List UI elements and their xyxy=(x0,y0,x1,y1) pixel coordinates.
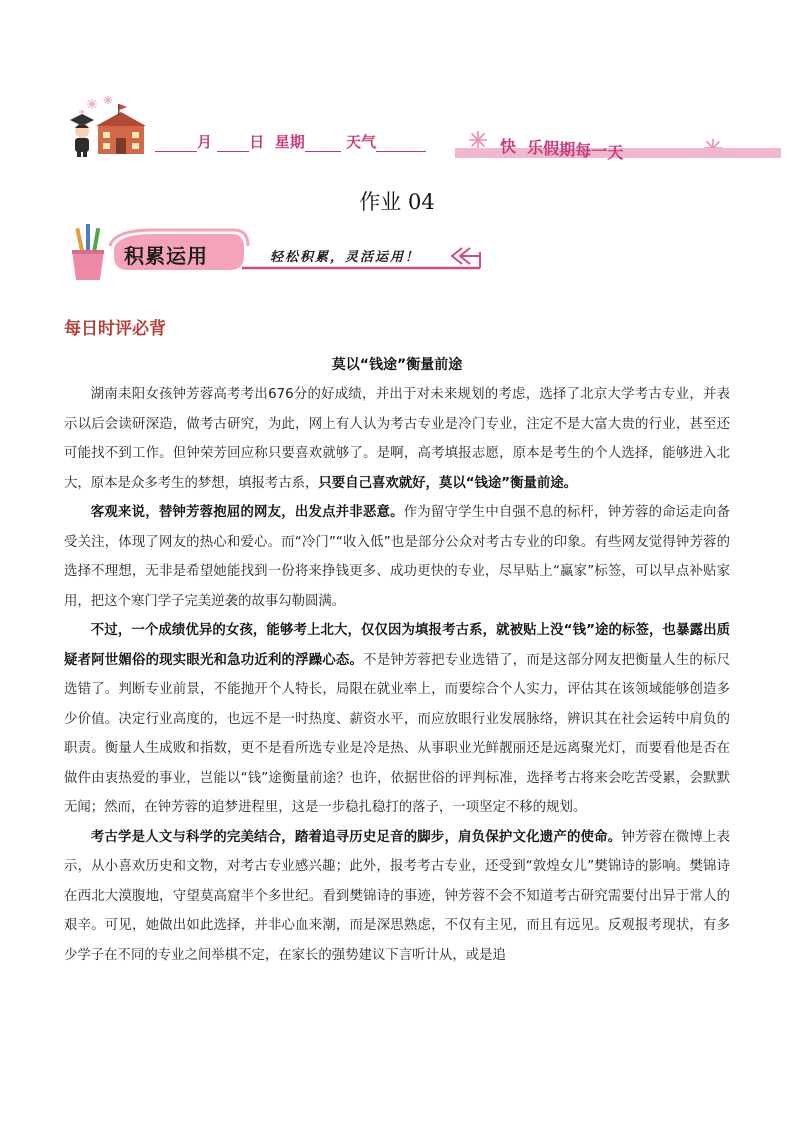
weather-label: 天气 xyxy=(345,133,376,151)
school-building-icon xyxy=(96,104,146,154)
page-title: 作业 04 xyxy=(359,190,435,214)
date-weather-line xyxy=(155,131,426,152)
paragraph-text: 作为留守学生中自强不息的标杆，钟芳蓉的命运走向备受关注，体现了网友的热心和爱心。而“冷门”“收入低”也是部分公众对考古专业的印象。有些网友觉得钟芳蓉的选择不理想，无非是希望她能找到一份将来挣钱更多、成功更快的专业，尽早贴上“赢家”标签，可以早点补贴家用，把这个寒门学子完美逆袭的故事勾勒圆满。 xyxy=(64,505,730,609)
article-paragraph xyxy=(64,616,730,823)
article-paragraph xyxy=(64,823,730,971)
banner-tagline: 轻松积累，灵活运用！ xyxy=(270,250,421,265)
arrow-left-icon xyxy=(452,248,480,264)
article-title: 莫以“钱途”衡量前途 xyxy=(331,357,463,373)
month-blank xyxy=(155,137,197,152)
weekday-blank xyxy=(305,137,341,152)
emphasis-text: 客观来说，替钟芳蓉抱屈的网友，出发点并非恶意。 xyxy=(90,505,404,520)
slogan-char: 天 xyxy=(607,143,624,162)
holiday-slogan xyxy=(500,134,624,162)
emphasis-text: 考古学是人文与科学的完美结合，踏着追寻历史足音的脚步，肩负保护文化遗产的使命。 xyxy=(90,829,622,845)
emphasis-text: 不过，一个成绩优异的女孩，能够考上北大，仅仅因为填报考古系，就被贴上没“钱”途的标签，也暴露出质疑者阿世媚俗的现实眼光和急功近利的浮躁心态。 xyxy=(64,623,730,668)
pencil-cup-icon xyxy=(72,224,104,280)
article-body xyxy=(64,380,730,970)
slogan-char: 每 xyxy=(575,141,592,160)
weekday-label: 星期 xyxy=(274,133,305,151)
day-label: 日 xyxy=(249,133,265,151)
snowflake-icon xyxy=(79,96,112,115)
article-paragraph xyxy=(64,498,730,616)
slogan-char: 期 xyxy=(559,140,576,159)
weather-blank xyxy=(376,137,426,152)
banner-label: 积累运用 xyxy=(124,244,208,268)
paragraph-text: 钟芳蓉在微博上表示，从小喜欢历史和文物，对考古专业感兴趣；此外，报考考古专业，还受到“敦煌女儿”樊锦诗的影响。樊锦诗在西北大漠腹地，守望莫高窟半个多世纪。看到樊锦诗的事迹，钟芳蓉不会不知道考古研究需要付出异于常人的艰辛。可见，她做出如此选择，并非心血来潮，而是深思熟虑，不仅有主见，而且有远见。反观报考现状，有多少学子在不同的专业之间举棋不定，在家长的强势建议下言听计从，或是追 xyxy=(64,829,730,963)
section-title: 每日时评必背 xyxy=(64,319,166,339)
page-header xyxy=(0,0,794,170)
graduate-icon xyxy=(70,114,94,157)
article-paragraph xyxy=(64,380,730,498)
slogan-char: 快 xyxy=(500,137,517,156)
month-label: 月 xyxy=(197,133,213,151)
slogan-char: 乐 xyxy=(527,138,544,157)
slogan-char: 一 xyxy=(591,142,608,161)
paragraph-text: 湖南耒阳女孩钟芳蓉高考考出676分的好成绩，并出于对未来规划的考虑，选择了北京大学考古专业，并表示以后会读研深造，做考古研究，为此，网上有人认为考古专业是冷门专业，注定不是大富大贵的行业，甚至还可能找不到工作。但钟荣芳回应称只要喜欢就够了。是啊，高考填报志愿，原本是考生的个人选择，能够进入北大，原本是众多考生的梦想，填报考古系， xyxy=(64,387,730,491)
day-blank xyxy=(217,137,249,152)
paragraph-text: 不是钟芳蓉把专业选错了，而是这部分网友把衡量人生的标尺选错了。判断专业前景，不能抛开个人特长，局限在就业率上，而要综合个人实力，评估其在该领域能够创造多少价值。决定行业高度的，也远不是一时热度、薪资水平，而应放眼行业发展脉络，辨识其在社会运转中肩负的职责。衡量人生成败和指数，更不是看所选专业是冷是热、从事职业光鲜靓丽还是远离聚光灯，而要看他是否在做件由衷热爱的事业，岂能以“钱”途衡量前途？也许，依据世俗的评判标准，选择考古将来会吃苦受累，会默默无闻；然而，在钟芳蓉的追梦进程里，这是一步稳扎稳打的落子，一项坚定不移的规划。 xyxy=(64,652,731,815)
emphasis-text: 只要自己喜欢就好，莫以“钱途”衡量前途。 xyxy=(318,475,578,491)
slogan-char: 假 xyxy=(543,139,560,158)
